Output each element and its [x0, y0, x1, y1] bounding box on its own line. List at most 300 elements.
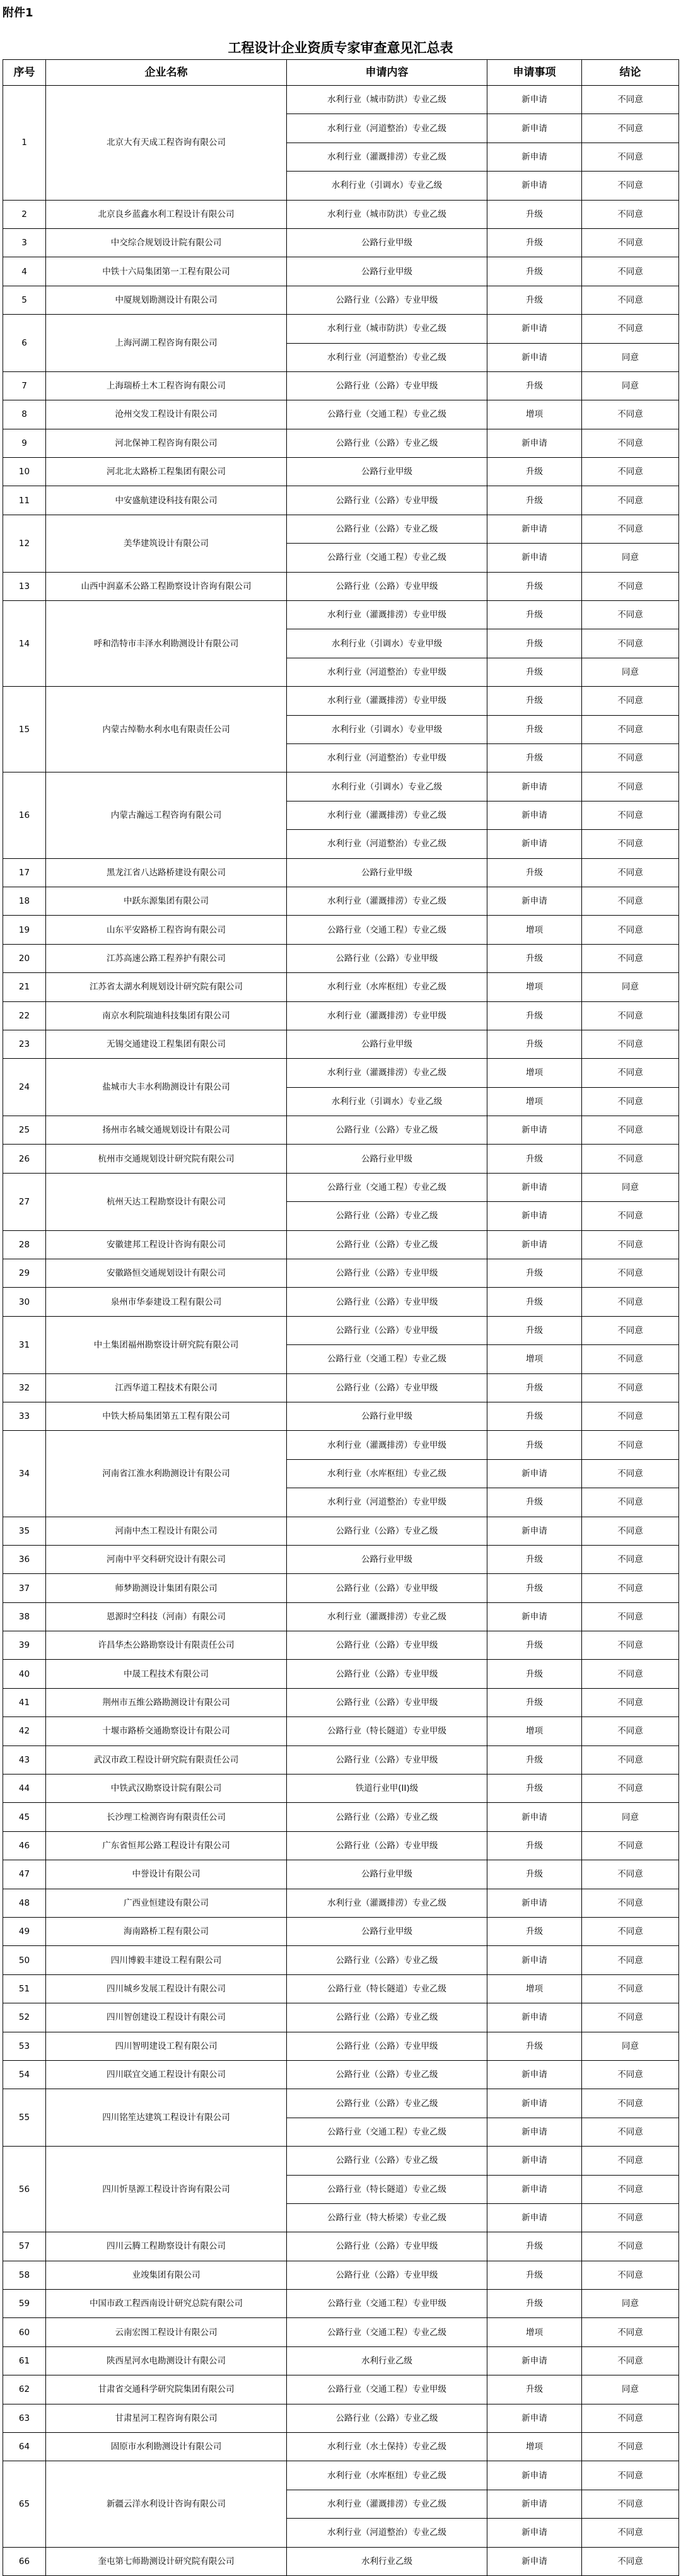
application-type: 增项 — [487, 1974, 582, 2003]
table-row — [3, 2461, 679, 2490]
row-number: 13 — [3, 572, 46, 600]
company-name: 四川智创建设工程设计有限公司 — [46, 2003, 287, 2032]
row-number: 28 — [3, 1230, 46, 1259]
company-name: 中铁武汉勘察设计院有限公司 — [46, 1775, 287, 1803]
application-content: 水利行业（河道整治）专业乙级 — [287, 343, 487, 371]
conclusion: 不同意 — [582, 1660, 679, 1688]
conclusion: 不同意 — [582, 228, 679, 257]
company-name: 甘肃省交通科学研究院集团有限公司 — [46, 2375, 287, 2404]
table-row — [3, 2404, 679, 2432]
application-content: 公路行业（公路）专业乙级 — [287, 1116, 487, 1145]
application-content: 公路行业（公路）专业乙级 — [287, 2003, 487, 2032]
row-number: 41 — [3, 1688, 46, 1716]
row-number: 48 — [3, 1889, 46, 1917]
table-row — [3, 1116, 679, 1145]
table-body — [3, 86, 679, 2576]
conclusion: 不同意 — [582, 1918, 679, 1946]
application-type: 升级 — [487, 1431, 582, 1459]
conclusion: 同意 — [582, 973, 679, 1001]
conclusion: 不同意 — [582, 429, 679, 457]
table-row — [3, 973, 679, 1001]
application-type: 新申请 — [487, 1803, 582, 1831]
application-type: 新申请 — [487, 801, 582, 829]
conclusion: 不同意 — [582, 143, 679, 171]
row-number: 25 — [3, 1116, 46, 1145]
conclusion: 不同意 — [582, 1517, 679, 1545]
application-content: 公路行业（公路）专业甲级 — [287, 1831, 487, 1860]
conclusion: 不同意 — [582, 2490, 679, 2518]
conclusion: 不同意 — [582, 1202, 679, 1230]
application-content: 水利行业（灌溉排涝）专业乙级 — [287, 1059, 487, 1087]
application-type: 升级 — [487, 1288, 582, 1316]
company-name: 中晟工程技术有限公司 — [46, 1660, 287, 1688]
company-name: 河北北太路桥工程集团有限公司 — [46, 458, 287, 486]
table-row — [3, 1803, 679, 1831]
application-type: 新申请 — [487, 1173, 582, 1201]
table-row — [3, 2232, 679, 2261]
conclusion: 不同意 — [582, 2318, 679, 2346]
application-type: 升级 — [487, 1373, 582, 1402]
application-type: 新申请 — [487, 2404, 582, 2432]
application-type: 升级 — [487, 1145, 582, 1173]
row-number: 37 — [3, 1574, 46, 1602]
application-content: 水利行业（灌溉排涝）专业乙级 — [287, 801, 487, 829]
conclusion: 不同意 — [582, 1059, 679, 1087]
company-name: 河南省江淮水利勘测设计有限公司 — [46, 1431, 287, 1517]
application-type: 升级 — [487, 1030, 582, 1058]
row-number: 59 — [3, 2290, 46, 2318]
table-row — [3, 2290, 679, 2318]
application-content: 公路行业（公路）专业甲级 — [287, 1688, 487, 1716]
table-row — [3, 1373, 679, 1402]
company-name: 中国市政工程西南设计研究总院有限公司 — [46, 2290, 287, 2318]
company-name: 中铁十六局集团第一工程有限公司 — [46, 257, 287, 286]
application-content: 公路行业甲级 — [287, 1918, 487, 1946]
row-number: 62 — [3, 2375, 46, 2404]
application-content: 水利行业乙级 — [287, 2346, 487, 2375]
application-content: 公路行业甲级 — [287, 228, 487, 257]
company-name: 江西华道工程技术有限公司 — [46, 1373, 287, 1402]
application-content: 公路行业（公路）专业甲级 — [287, 1746, 487, 1774]
application-content: 公路行业（交通工程）专业乙级 — [287, 1345, 487, 1373]
review-table — [3, 59, 679, 2576]
table-row — [3, 1145, 679, 1173]
table-row — [3, 1688, 679, 1716]
company-name: 固原市水利勘测设计有限公司 — [46, 2433, 287, 2461]
application-content: 公路行业（公路）专业甲级 — [287, 1288, 487, 1316]
application-type: 新申请 — [487, 429, 582, 457]
row-number: 8 — [3, 400, 46, 429]
application-type: 新申请 — [487, 772, 582, 801]
table-row — [3, 200, 679, 228]
application-content: 水利行业（城市防洪）专业乙级 — [287, 200, 487, 228]
application-type: 增项 — [487, 400, 582, 429]
application-content: 水利行业（河道整治）专业乙级 — [287, 2519, 487, 2547]
application-content: 公路行业（特长隧道）专业乙级 — [287, 1974, 487, 2003]
table-row — [3, 1402, 679, 1430]
application-content: 公路行业（公路）专业甲级 — [287, 2232, 487, 2261]
conclusion: 不同意 — [582, 1116, 679, 1145]
application-content: 公路行业（特长隧道）专业甲级 — [287, 1717, 487, 1746]
conclusion: 不同意 — [582, 1545, 679, 1573]
company-name: 中土集团福州勘察设计研究院有限公司 — [46, 1316, 287, 1373]
company-name: 新疆云洋水利设计咨询有限公司 — [46, 2461, 287, 2547]
company-name: 中誉设计有限公司 — [46, 1860, 287, 1889]
company-name: 沧州交发工程设计有限公司 — [46, 400, 287, 429]
table-row — [3, 916, 679, 944]
application-type: 升级 — [487, 371, 582, 400]
row-number: 36 — [3, 1545, 46, 1573]
application-content: 公路行业（公路）专业甲级 — [287, 1373, 487, 1402]
company-name: 安徽路恒交通规划设计有限公司 — [46, 1259, 287, 1288]
application-content: 公路行业甲级 — [287, 1402, 487, 1430]
conclusion: 同意 — [582, 1173, 679, 1201]
conclusion: 不同意 — [582, 315, 679, 343]
row-number: 49 — [3, 1918, 46, 1946]
application-type: 增项 — [487, 1345, 582, 1373]
row-number: 32 — [3, 1373, 46, 1402]
conclusion: 不同意 — [582, 400, 679, 429]
application-content: 公路行业（公路）专业乙级 — [287, 1946, 487, 1974]
conclusion: 不同意 — [582, 830, 679, 858]
table-row — [3, 1517, 679, 1545]
company-name: 云南宏图工程设计有限公司 — [46, 2318, 287, 2346]
company-name: 甘肃星河工程咨询有限公司 — [46, 2404, 287, 2432]
conclusion: 不同意 — [582, 1860, 679, 1889]
conclusion: 不同意 — [582, 1717, 679, 1746]
application-type: 升级 — [487, 1259, 582, 1288]
conclusion: 不同意 — [582, 687, 679, 715]
company-name: 四川博毅丰建设工程有限公司 — [46, 1946, 287, 1974]
conclusion: 不同意 — [582, 2203, 679, 2232]
application-content: 水利行业（引调水）专业乙级 — [287, 1087, 487, 1116]
company-name: 四川铭笙达建筑工程设计有限公司 — [46, 2089, 287, 2147]
company-name: 盐城市大丰水利勘测设计有限公司 — [46, 1059, 287, 1116]
table-row — [3, 2003, 679, 2032]
application-type: 升级 — [487, 486, 582, 515]
table-row — [3, 1946, 679, 1974]
conclusion: 不同意 — [582, 1230, 679, 1259]
conclusion: 不同意 — [582, 743, 679, 772]
row-number: 9 — [3, 429, 46, 457]
conclusion: 同意 — [582, 343, 679, 371]
application-content: 公路行业甲级 — [287, 257, 487, 286]
application-type: 升级 — [487, 1316, 582, 1344]
row-number: 22 — [3, 1001, 46, 1030]
application-content: 水利行业（河道整治）专业甲级 — [287, 743, 487, 772]
row-number: 16 — [3, 772, 46, 858]
application-content: 公路行业（公路）专业甲级 — [287, 944, 487, 972]
company-name: 四川城乡发展工程设计有限公司 — [46, 1974, 287, 2003]
table-row — [3, 1775, 679, 1803]
table-row — [3, 1660, 679, 1688]
application-type: 新申请 — [487, 114, 582, 143]
table-header-row — [3, 60, 679, 86]
row-number: 40 — [3, 1660, 46, 1688]
table-row — [3, 1574, 679, 1602]
application-content: 公路行业甲级 — [287, 858, 487, 887]
conclusion: 不同意 — [582, 1889, 679, 1917]
application-type: 升级 — [487, 286, 582, 314]
application-content: 公路行业（交通工程）专业乙级 — [287, 2118, 487, 2146]
application-type: 增项 — [487, 1087, 582, 1116]
company-name: 四川忻垦源工程设计咨询有限公司 — [46, 2147, 287, 2232]
company-name: 扬州市名城交通规划设计有限公司 — [46, 1116, 287, 1145]
row-number: 20 — [3, 944, 46, 972]
row-number: 5 — [3, 286, 46, 314]
application-content: 公路行业甲级 — [287, 1030, 487, 1058]
table-row — [3, 1316, 679, 1344]
row-number: 27 — [3, 1173, 46, 1230]
application-content: 公路行业（公路）专业甲级 — [287, 2032, 487, 2060]
conclusion: 不同意 — [582, 2147, 679, 2175]
table-row — [3, 1259, 679, 1288]
application-content: 公路行业（公路）专业甲级 — [287, 1316, 487, 1344]
company-name: 海南路桥工程有限公司 — [46, 1918, 287, 1946]
row-number: 4 — [3, 257, 46, 286]
application-content: 公路行业甲级 — [287, 1145, 487, 1173]
row-number: 43 — [3, 1746, 46, 1774]
application-content: 水利行业（河道整治）专业甲级 — [287, 658, 487, 686]
conclusion: 不同意 — [582, 629, 679, 658]
table-row — [3, 2147, 679, 2175]
conclusion: 不同意 — [582, 1631, 679, 1660]
application-content: 铁道行业甲(II)级 — [287, 1775, 487, 1803]
row-number: 65 — [3, 2461, 46, 2547]
application-type: 升级 — [487, 2261, 582, 2289]
conclusion: 不同意 — [582, 257, 679, 286]
table-row — [3, 486, 679, 515]
table-row — [3, 887, 679, 915]
application-content: 水利行业（灌溉排涝）专业乙级 — [287, 1602, 487, 1631]
company-name: 中跃东源集团有限公司 — [46, 887, 287, 915]
company-name: 四川联宜交通工程设计有限公司 — [46, 2060, 287, 2089]
application-type: 升级 — [487, 2032, 582, 2060]
company-name: 美华建筑设计有限公司 — [46, 515, 287, 572]
company-name: 呼和浩特市丰泽水利勘测设计有限公司 — [46, 601, 287, 687]
company-name: 四川云腾工程勘察设计有限公司 — [46, 2232, 287, 2261]
table-row — [3, 1860, 679, 1889]
application-type: 新申请 — [487, 2003, 582, 2032]
conclusion: 不同意 — [582, 1459, 679, 1488]
application-content: 公路行业（交通工程）专业乙级 — [287, 2318, 487, 2346]
application-type: 升级 — [487, 601, 582, 629]
application-type: 新申请 — [487, 1602, 582, 1631]
application-content: 水利行业（引调水）专业甲级 — [287, 715, 487, 743]
conclusion: 不同意 — [582, 2060, 679, 2089]
conclusion: 不同意 — [582, 916, 679, 944]
company-name: 荆州市五维公路勘测设计有限公司 — [46, 1688, 287, 1716]
application-type: 新申请 — [487, 887, 582, 915]
application-type: 新申请 — [487, 172, 582, 200]
application-content: 公路行业（公路）专业乙级 — [287, 2147, 487, 2175]
table-row — [3, 1889, 679, 1917]
company-name: 中交综合规划设计院有限公司 — [46, 228, 287, 257]
conclusion: 不同意 — [582, 2118, 679, 2146]
application-type: 升级 — [487, 1918, 582, 1946]
application-type: 新申请 — [487, 143, 582, 171]
table-row — [3, 2060, 679, 2089]
application-type: 升级 — [487, 257, 582, 286]
company-name: 黑龙江省八达路桥建设有限公司 — [46, 858, 287, 887]
application-content: 公路行业（特长隧道）专业乙级 — [287, 2175, 487, 2203]
table-row — [3, 1030, 679, 1058]
conclusion: 不同意 — [582, 1946, 679, 1974]
conclusion: 不同意 — [582, 1345, 679, 1373]
conclusion: 不同意 — [582, 1431, 679, 1459]
col-header-no: 序号 — [3, 60, 46, 86]
conclusion: 同意 — [582, 1803, 679, 1831]
application-type: 升级 — [487, 858, 582, 887]
application-type: 升级 — [487, 200, 582, 228]
application-type: 新申请 — [487, 1459, 582, 1488]
application-type: 新申请 — [487, 2175, 582, 2203]
conclusion: 不同意 — [582, 1488, 679, 1517]
company-name: 中厦规划勘测设计有限公司 — [46, 286, 287, 314]
application-content: 水利行业（河道整治）专业乙级 — [287, 830, 487, 858]
row-number: 47 — [3, 1860, 46, 1889]
company-name: 江苏省太湖水利规划设计研究院有限公司 — [46, 973, 287, 1001]
application-type: 升级 — [487, 228, 582, 257]
row-number: 42 — [3, 1717, 46, 1746]
conclusion: 不同意 — [582, 2461, 679, 2490]
conclusion: 不同意 — [582, 1145, 679, 1173]
application-type: 升级 — [487, 1402, 582, 1430]
row-number: 56 — [3, 2147, 46, 2232]
conclusion: 不同意 — [582, 1288, 679, 1316]
table-row — [3, 1717, 679, 1746]
application-type: 新申请 — [487, 515, 582, 543]
application-type: 升级 — [487, 1488, 582, 1517]
application-content: 水利行业（灌溉排涝）专业甲级 — [287, 1431, 487, 1459]
row-number: 54 — [3, 2060, 46, 2089]
company-name: 奎屯第七师勘测设计研究院有限公司 — [46, 2547, 287, 2575]
row-number: 18 — [3, 887, 46, 915]
application-content: 公路行业甲级 — [287, 1860, 487, 1889]
page-title: 工程设计企业资质专家审查意见汇总表 — [228, 40, 453, 55]
row-number: 61 — [3, 2346, 46, 2375]
company-name: 内蒙古绰勒水利水电有限责任公司 — [46, 687, 287, 772]
row-number: 38 — [3, 1602, 46, 1631]
application-type: 升级 — [487, 1831, 582, 1860]
table-row — [3, 286, 679, 314]
company-name: 长沙理工检测咨询有限责任公司 — [46, 1803, 287, 1831]
application-content: 公路行业（交通工程）专业乙级 — [287, 544, 487, 572]
application-content: 水利行业（水库枢纽）专业乙级 — [287, 973, 487, 1001]
application-content: 水利行业（水库枢纽）专业乙级 — [287, 1459, 487, 1488]
application-content: 水利行业（灌溉排涝）专业甲级 — [287, 601, 487, 629]
table-row — [3, 1431, 679, 1459]
application-type: 新申请 — [487, 315, 582, 343]
conclusion: 不同意 — [582, 2346, 679, 2375]
application-type: 新申请 — [487, 2147, 582, 2175]
application-content: 公路行业（公路）专业乙级 — [287, 2060, 487, 2089]
row-number: 57 — [3, 2232, 46, 2261]
company-name: 师梦勘测设计集团有限公司 — [46, 1574, 287, 1602]
table-row — [3, 315, 679, 343]
table-row — [3, 1602, 679, 1631]
application-content: 公路行业（公路）专业乙级 — [287, 1517, 487, 1545]
application-type: 新申请 — [487, 1889, 582, 1917]
conclusion: 不同意 — [582, 1087, 679, 1116]
table-row — [3, 86, 679, 114]
company-name: 上海瑞桥土木工程咨询有限公司 — [46, 371, 287, 400]
conclusion: 不同意 — [582, 2261, 679, 2289]
application-content: 公路行业（公路）专业甲级 — [287, 1259, 487, 1288]
conclusion: 不同意 — [582, 772, 679, 801]
row-number: 10 — [3, 458, 46, 486]
application-content: 公路行业（公路）专业甲级 — [287, 1574, 487, 1602]
application-content: 公路行业（公路）专业乙级 — [287, 1202, 487, 1230]
table-row — [3, 2433, 679, 2461]
conclusion: 同意 — [582, 371, 679, 400]
application-type: 升级 — [487, 1746, 582, 1774]
application-content: 水利行业（河道整治）专业甲级 — [287, 1488, 487, 1517]
conclusion: 不同意 — [582, 2003, 679, 2032]
application-type: 新申请 — [487, 2203, 582, 2232]
conclusion: 不同意 — [582, 1688, 679, 1716]
row-number: 53 — [3, 2032, 46, 2060]
company-name: 江苏高速公路工程养护有限公司 — [46, 944, 287, 972]
conclusion: 不同意 — [582, 2433, 679, 2461]
row-number: 15 — [3, 687, 46, 772]
application-type: 升级 — [487, 1775, 582, 1803]
table-row — [3, 2032, 679, 2060]
table-row — [3, 371, 679, 400]
application-type: 新申请 — [487, 1116, 582, 1145]
row-number: 7 — [3, 371, 46, 400]
application-content: 公路行业（交通工程）专业甲级 — [287, 2375, 487, 2404]
company-name: 泉州市华泰建设工程有限公司 — [46, 1288, 287, 1316]
row-number: 50 — [3, 1946, 46, 1974]
company-name: 杭州天达工程勘察设计有限公司 — [46, 1173, 287, 1230]
conclusion: 不同意 — [582, 858, 679, 887]
application-type: 升级 — [487, 2232, 582, 2261]
table-row — [3, 858, 679, 887]
conclusion: 不同意 — [582, 887, 679, 915]
company-name: 南京水利院瑞迪科技集团有限公司 — [46, 1001, 287, 1030]
row-number: 55 — [3, 2089, 46, 2147]
table-row — [3, 2318, 679, 2346]
conclusion: 不同意 — [582, 286, 679, 314]
conclusion: 不同意 — [582, 515, 679, 543]
conclusion: 不同意 — [582, 2404, 679, 2432]
table-row — [3, 2346, 679, 2375]
row-number: 60 — [3, 2318, 46, 2346]
col-header-type: 申请事项 — [487, 60, 582, 86]
table-row — [3, 1230, 679, 1259]
company-name: 杭州市交通规划设计研究院有限公司 — [46, 1145, 287, 1173]
application-type: 升级 — [487, 715, 582, 743]
application-type: 升级 — [487, 1631, 582, 1660]
row-number: 58 — [3, 2261, 46, 2289]
conclusion: 不同意 — [582, 1831, 679, 1860]
conclusion: 同意 — [582, 658, 679, 686]
application-type: 新申请 — [487, 2461, 582, 2490]
company-name: 陕西星河水电勘测设计有限公司 — [46, 2346, 287, 2375]
attachment-label: 附件1 — [3, 6, 33, 20]
application-type: 升级 — [487, 458, 582, 486]
application-content: 公路行业（公路）专业甲级 — [287, 572, 487, 600]
table-row — [3, 1288, 679, 1316]
row-number: 63 — [3, 2404, 46, 2432]
application-type: 新申请 — [487, 544, 582, 572]
table-row — [3, 1631, 679, 1660]
table-row — [3, 1001, 679, 1030]
application-type: 升级 — [487, 1688, 582, 1716]
row-number: 66 — [3, 2547, 46, 2575]
conclusion: 不同意 — [582, 1259, 679, 1288]
